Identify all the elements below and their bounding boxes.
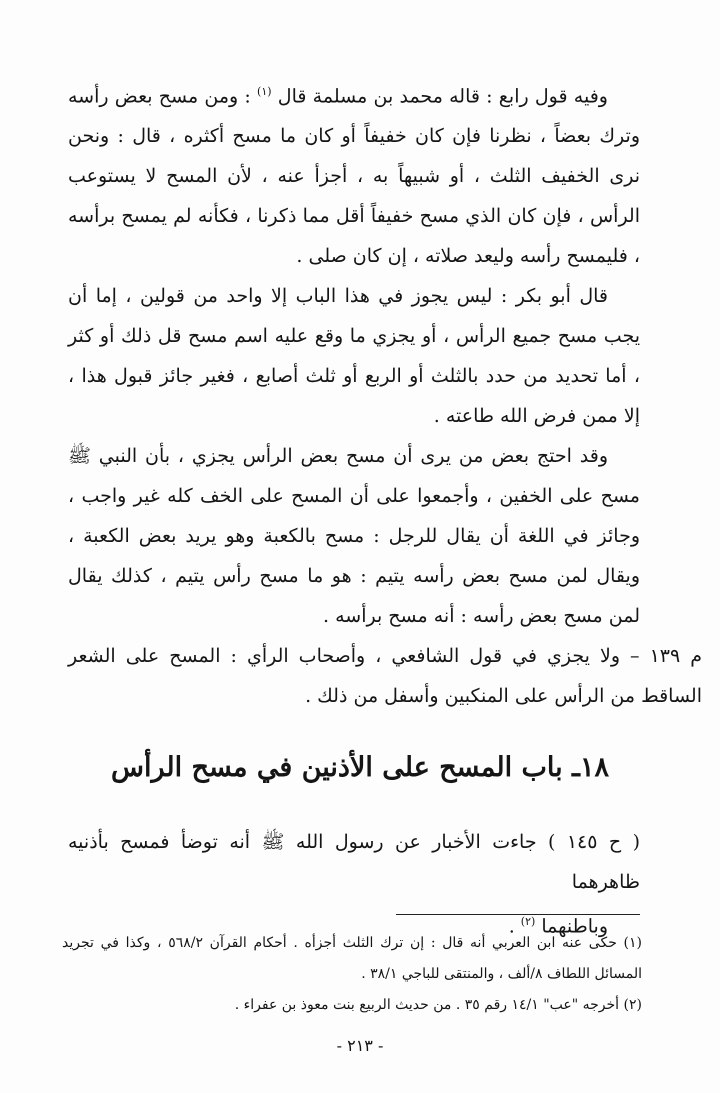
paragraph-2: قال أبو بكر : ليس يجوز في هذا الباب إلا واحد من قولين ، إما أن يجب مسح جميع الرأس ، أو يجزي ما وقع عليه اسم مسح قل ذلك أو كثر ، أما تحديد من حدد بالثلث أو الربع أو ثلث أصابع ، فغير جائز قبول هذا ، إلا ممن فرض الله طاعته . [68, 285, 640, 428]
paragraph-3: وقد احتج بعض من يرى أن مسح بعض الرأس يجزي ، بأن النبي ﷺ مسح على الخفين ، وأجمعوا على أن المسح على الخف كله غير واجب ، وجائز في اللغة أن يقال للرجل : مسح بالكعبة وهو يريد بعض الكعبة ، ويقال لمن مسح بعض رأسه يتيم : هو ما مسح رأس يتيم ، كذلك يقال لمن مسح بعض رأسه : أنه مسح برأسه . [68, 445, 640, 628]
footnote-ref-1: (١) [257, 85, 272, 98]
footnote-separator [396, 914, 640, 915]
paragraph-1-rest: : ومن مسح بعض رأسه وترك بعضاً ، نظرنا فإن كان خفيفاً أو كان ما مسح أكثره ، قال : ونحن نرى الخفيف الثلث ، أو شبيهاً به ، أجزأ عنه ، لأن المسح لا يستوعب الرأس ، فإن كان الذي مسح خفيفاً أقل مما ذكرنا ، فكأنه لم يمسح برأسه ، فليمسح رأسه وليعد صلاته ، إن كان صلى . [68, 85, 640, 268]
footnote-1: (١) حكى عنه ابن العربي أنه قال : إن ترك الثلث أجزأه . أحكام القرآن ٥٦٨/٢ ، وكذا في تجريد المسائل اللطاف ٨/ألف ، والمنتقى للباجي ٣٨/١ . [62, 935, 643, 982]
paragraph-1-start: وفيه قول رابع : قاله محمد بن مسلمة قال [277, 85, 608, 108]
hadith-line-1: ( ح ١٤٥ ) جاءت الأخبار عن رسول الله ﷺ أنه توضأ فمسح بأذنيه ظاهرهما [68, 831, 640, 893]
masalah-139: م ١٣٩ – ولا يجزي في قول الشافعي ، وأصحاب الرأي : المسح على الشعر الساقط من الرأس على المنكبين وأسفل من ذلك . [68, 645, 703, 708]
paragraph-1 [68, 72, 640, 276]
page-number: - ٢١٣ - [336, 1036, 384, 1055]
hadith-line-2-end: . [508, 915, 521, 938]
footnote-ref-2: (٢) [520, 915, 536, 928]
footnote-2: (٢) أخرجه "عب" ١٤/١ رقم ٣٥ . من حديث الربيع بنت معوذ بن عفراء . [234, 997, 642, 1013]
main-text [68, 72, 703, 716]
hadith-line-2-text: وباطنهما [541, 915, 608, 938]
section-heading: ١٨ـ باب المسح على الأذنين في مسح الرأس [111, 752, 609, 783]
footnotes [62, 928, 642, 1021]
